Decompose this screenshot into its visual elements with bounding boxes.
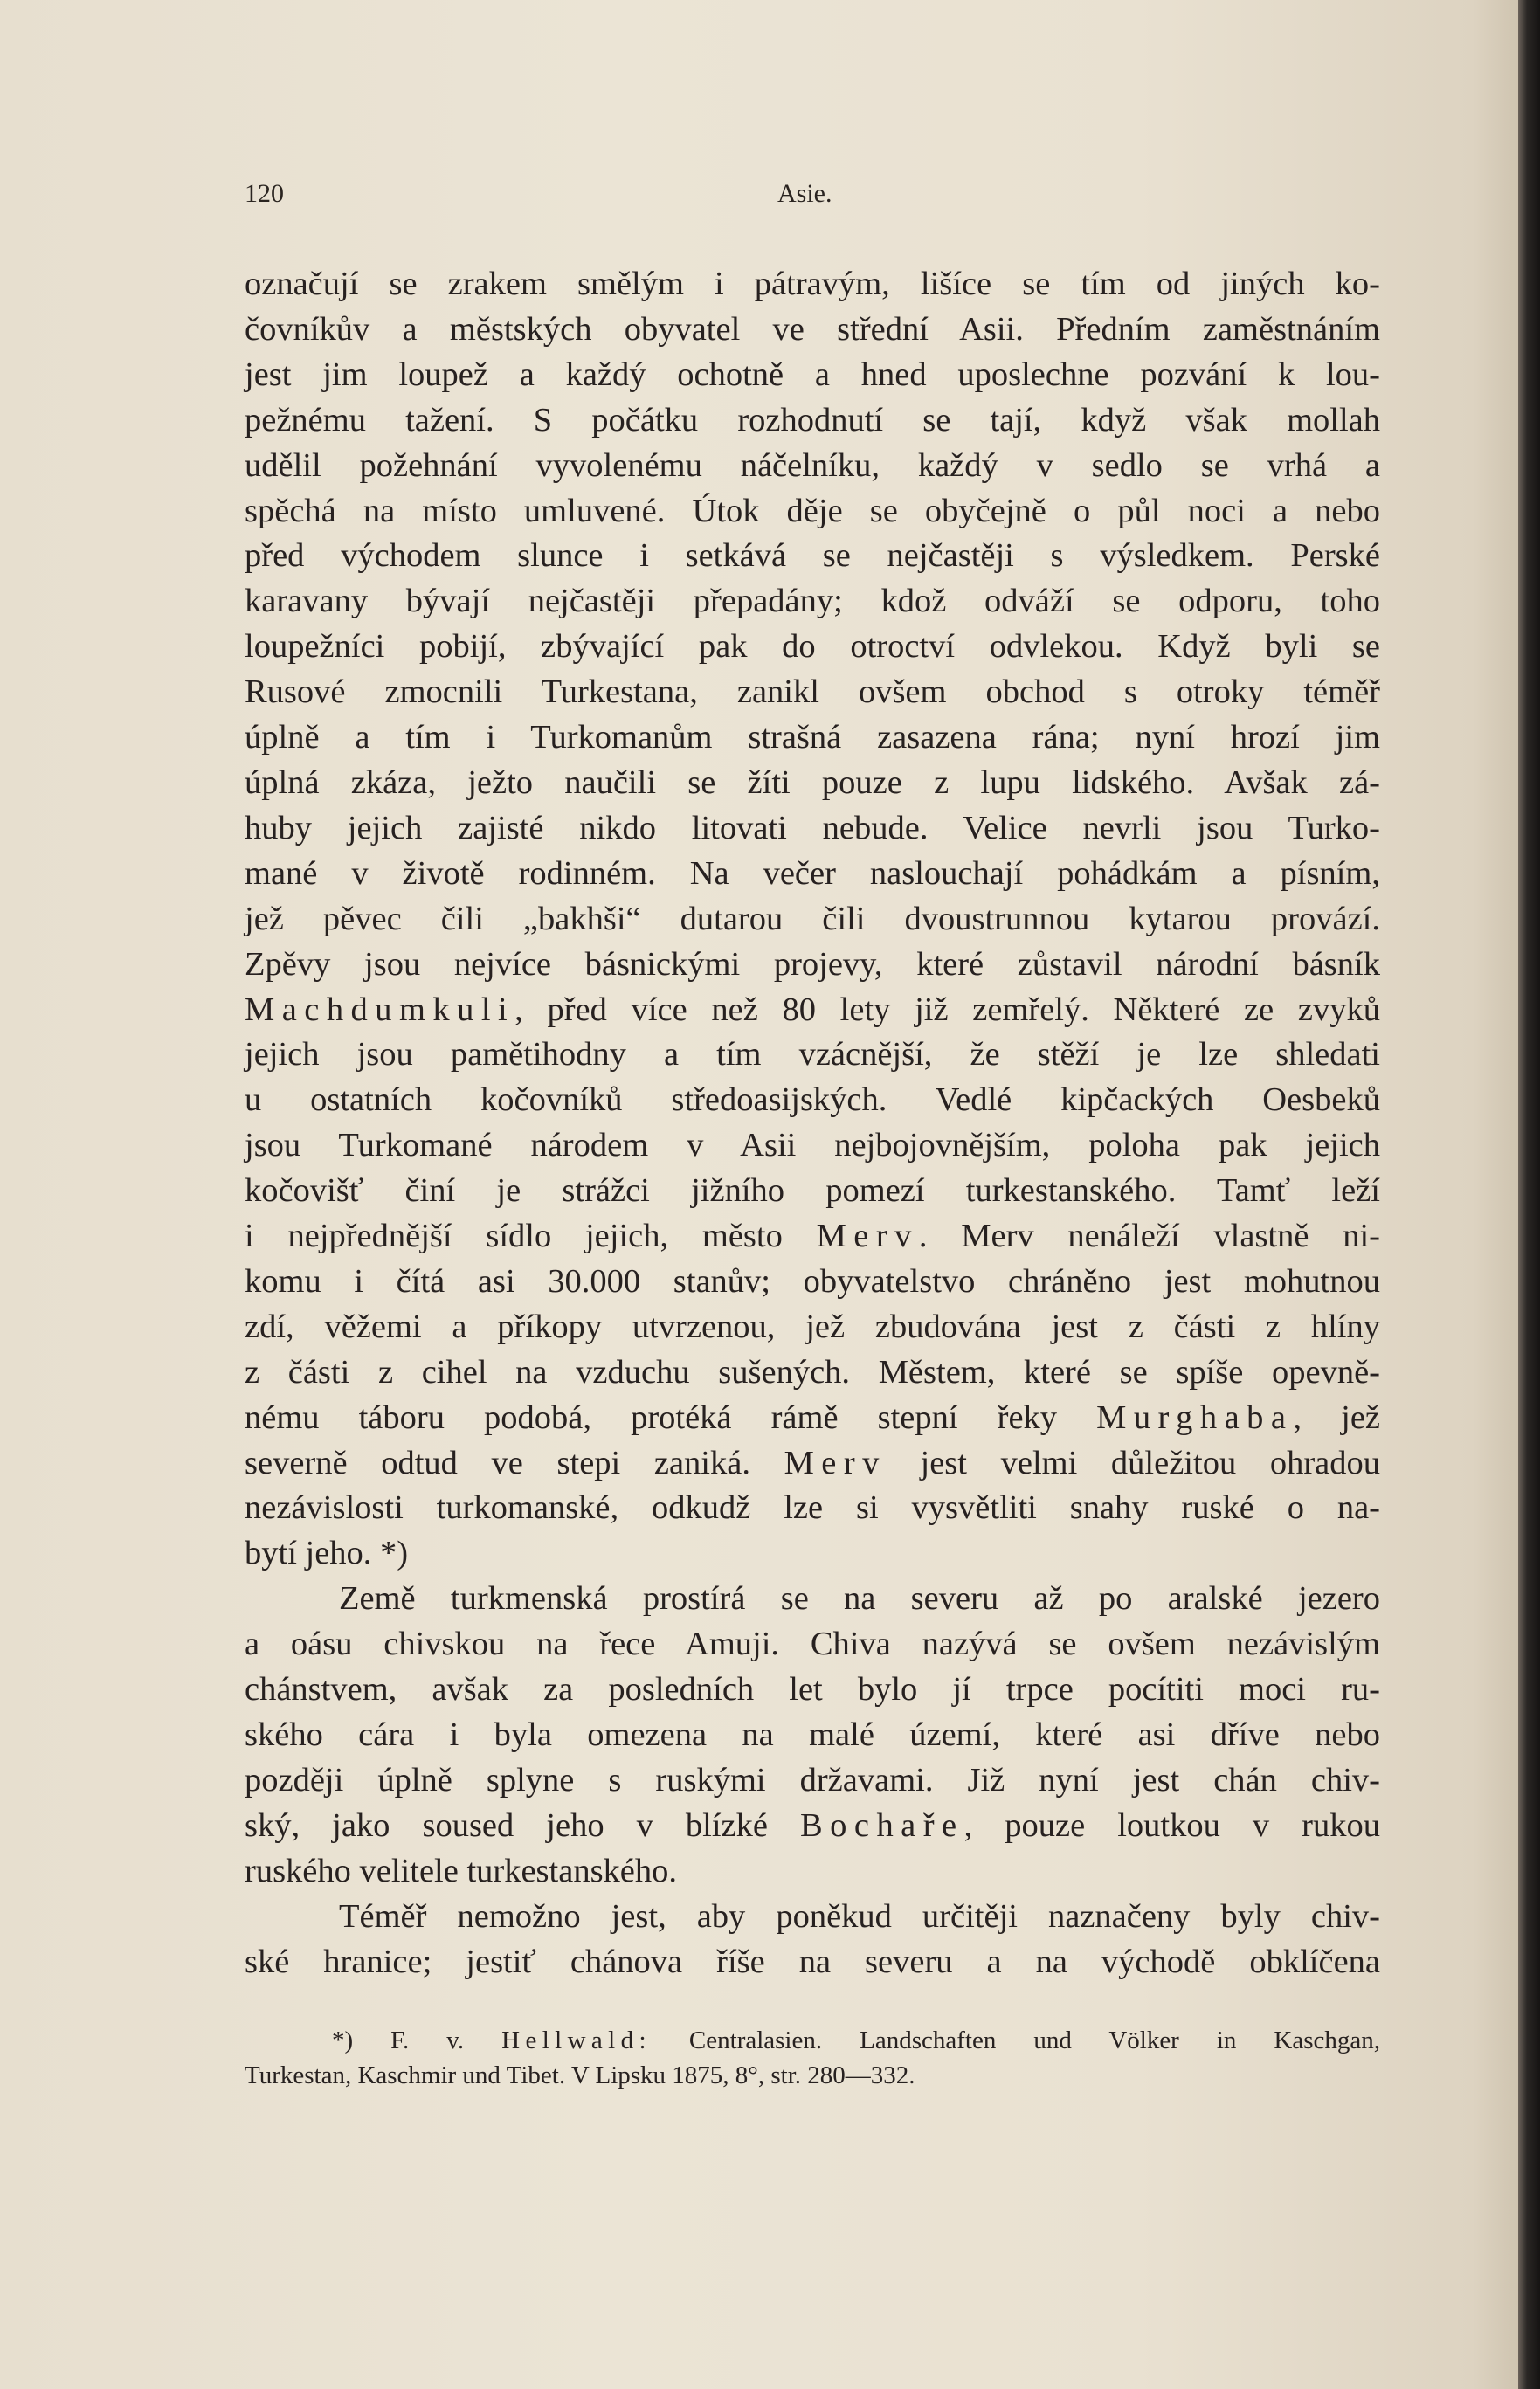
page-number: 120 [245, 179, 284, 208]
text-line: Machdumkuli, před více než 80 lety již zemřelý. Některé ze zvyků [245, 991, 1380, 1028]
footnote-line [245, 2023, 1380, 2058]
footnote-line: Turkestan, Kaschmir und Tibet. V Lipsku 1875, 8°, str. 280—332. [245, 2061, 915, 2089]
footnote-author: Hellwald: [501, 2027, 652, 2054]
text-line: Rusové zmocnili Turkestana, zanikl ovšem obchod s otroky téměř [245, 673, 1380, 711]
page-header [245, 179, 1380, 214]
text-line: později úplně splyne s ruskými državami. Již nyní jest chán chiv- [245, 1761, 1380, 1799]
text-line: zdí, věžemi a příkopy utvrzenou, jež zbudována jest z části z hlíny [245, 1308, 1380, 1345]
text-line: loupežníci pobijí, zbývající pak do otroctví odvlekou. Když byli se [245, 628, 1380, 666]
text-line: spěchá na místo umluvené. Útok děje se obyčejně o půl noci a nebo [245, 492, 1380, 529]
emphasized-name: Merv [816, 1218, 919, 1255]
text-line: chánstvem, avšak za posledních let bylo jí trpce pocítiti moci ru- [245, 1671, 1380, 1709]
footnote-marker: *) F. v. [332, 2027, 465, 2054]
text-line: jsou Turkomané národem v Asii nejbojovnějším, poloha pak jejich [245, 1127, 1380, 1164]
text-line: kočovišť činí je strážci jižního pomezí turkestanského. Tamť leží [245, 1172, 1380, 1210]
text-line: pežnému tažení. S počátku rozhodnutí se tají, když však mollah [245, 401, 1380, 438]
text-line: nezávislosti turkomanské, odkudž lze si vysvětliti snahy ruské o na- [245, 1489, 1380, 1527]
text-line: mané v životě rodinném. Na večer naslouchají pohádkám a písním, [245, 854, 1380, 892]
text-line: Téměř nemožno jest, aby poněkud určitěji naznačeny byly chiv- [339, 1897, 1380, 1935]
text-line: huby jejich zajisté nikdo litovati nebude. Velice nevrli jsou Turko- [245, 809, 1380, 846]
body-text [245, 262, 1380, 1985]
emphasized-name: Bochaře [800, 1806, 964, 1844]
text-line: udělil požehnání vyvolenému náčelníku, každý v sedlo se vrhá a [245, 446, 1380, 484]
footnote [245, 2023, 1380, 2093]
text-line: bytí jeho. *) [245, 1535, 409, 1572]
text-line: u ostatních kočovníků středoasijských. Vedlé kipčackých Oesbeků [245, 1081, 1380, 1119]
text-line: i nejpřednější sídlo jejich, město Merv. Merv nenáleží vlastně ni- [245, 1218, 1380, 1255]
text-line: z části z cihel na vzduchu sušených. Městem, které se spíše opevně- [245, 1353, 1380, 1391]
text-line: ského cára i byla omezena na malé území, které asi dříve nebo [245, 1716, 1380, 1753]
text-line: komu i čítá asi 30.000 stanův; obyvatelstvo chráněno jest mohutnou [245, 1262, 1380, 1300]
text-line: před východem slunce i setkává se nejčastěji s výsledkem. Perské [245, 537, 1380, 575]
text-line: nému táboru podobá, protéká rámě stepní řeky Murghaba, jež [245, 1398, 1380, 1436]
text-line: jest jim loupež a každý ochotně a hned uposlechne pozvání k lou- [245, 356, 1380, 393]
emphasized-name: Murghaba [1096, 1398, 1294, 1436]
text-line: označují se zrakem smělým i pátravým, lišíce se tím od jiných ko- [245, 266, 1380, 302]
text-line: ruského velitele turkestanského. [245, 1852, 678, 1889]
running-title: Asie. [777, 179, 832, 208]
text-line: úplná zkáza, ježto naučili se žíti pouze z lupu lidského. Avšak zá- [245, 763, 1380, 801]
emphasized-name: Merv [784, 1444, 887, 1481]
text-line: čovníkův a městských obyvatel ve střední Asii. Předním zaměstnáním [245, 310, 1380, 348]
text-line: Země turkmenská prostírá se na severu až po aralské jezero [339, 1580, 1380, 1618]
footnote-title: Centralasien. Landschaften und Völker in Kaschgan, [688, 2027, 1381, 2054]
text-line: a oásu chivskou na řece Amuji. Chiva nazývá se ovšem nezávislým [245, 1626, 1380, 1663]
text-line: jejich jsou pamětihodny a tím vzácnější, že stěží je lze shledati [245, 1036, 1380, 1074]
text-line: jež pěvec čili „bakhši“ dutarou čili dvoustrunnou kytarou provází. [245, 900, 1380, 937]
book-spine-edge [1518, 0, 1540, 2389]
text-line: severně odtud ve stepi zaniká. Merv jest velmi důležitou ohradou [245, 1444, 1380, 1481]
text-line: Zpěvy jsou nejvíce básnickými projevy, které zůstavil národní básník [245, 945, 1380, 983]
text-line: karavany bývají nejčastěji přepadány; kdož odváží se odporu, toho [245, 583, 1380, 620]
text-line: úplně a tím i Turkomanům strašná zasazena rána; nyní hrozí jim [245, 719, 1380, 756]
text-line: ský, jako soused jeho v blízké Bochaře, pouze loutkou v rukou [245, 1806, 1380, 1844]
text-line: ské hranice; jestiť chánova říše na severu a na východě obklíčena [245, 1943, 1380, 1980]
emphasized-name: Machdumkuli [245, 991, 515, 1028]
